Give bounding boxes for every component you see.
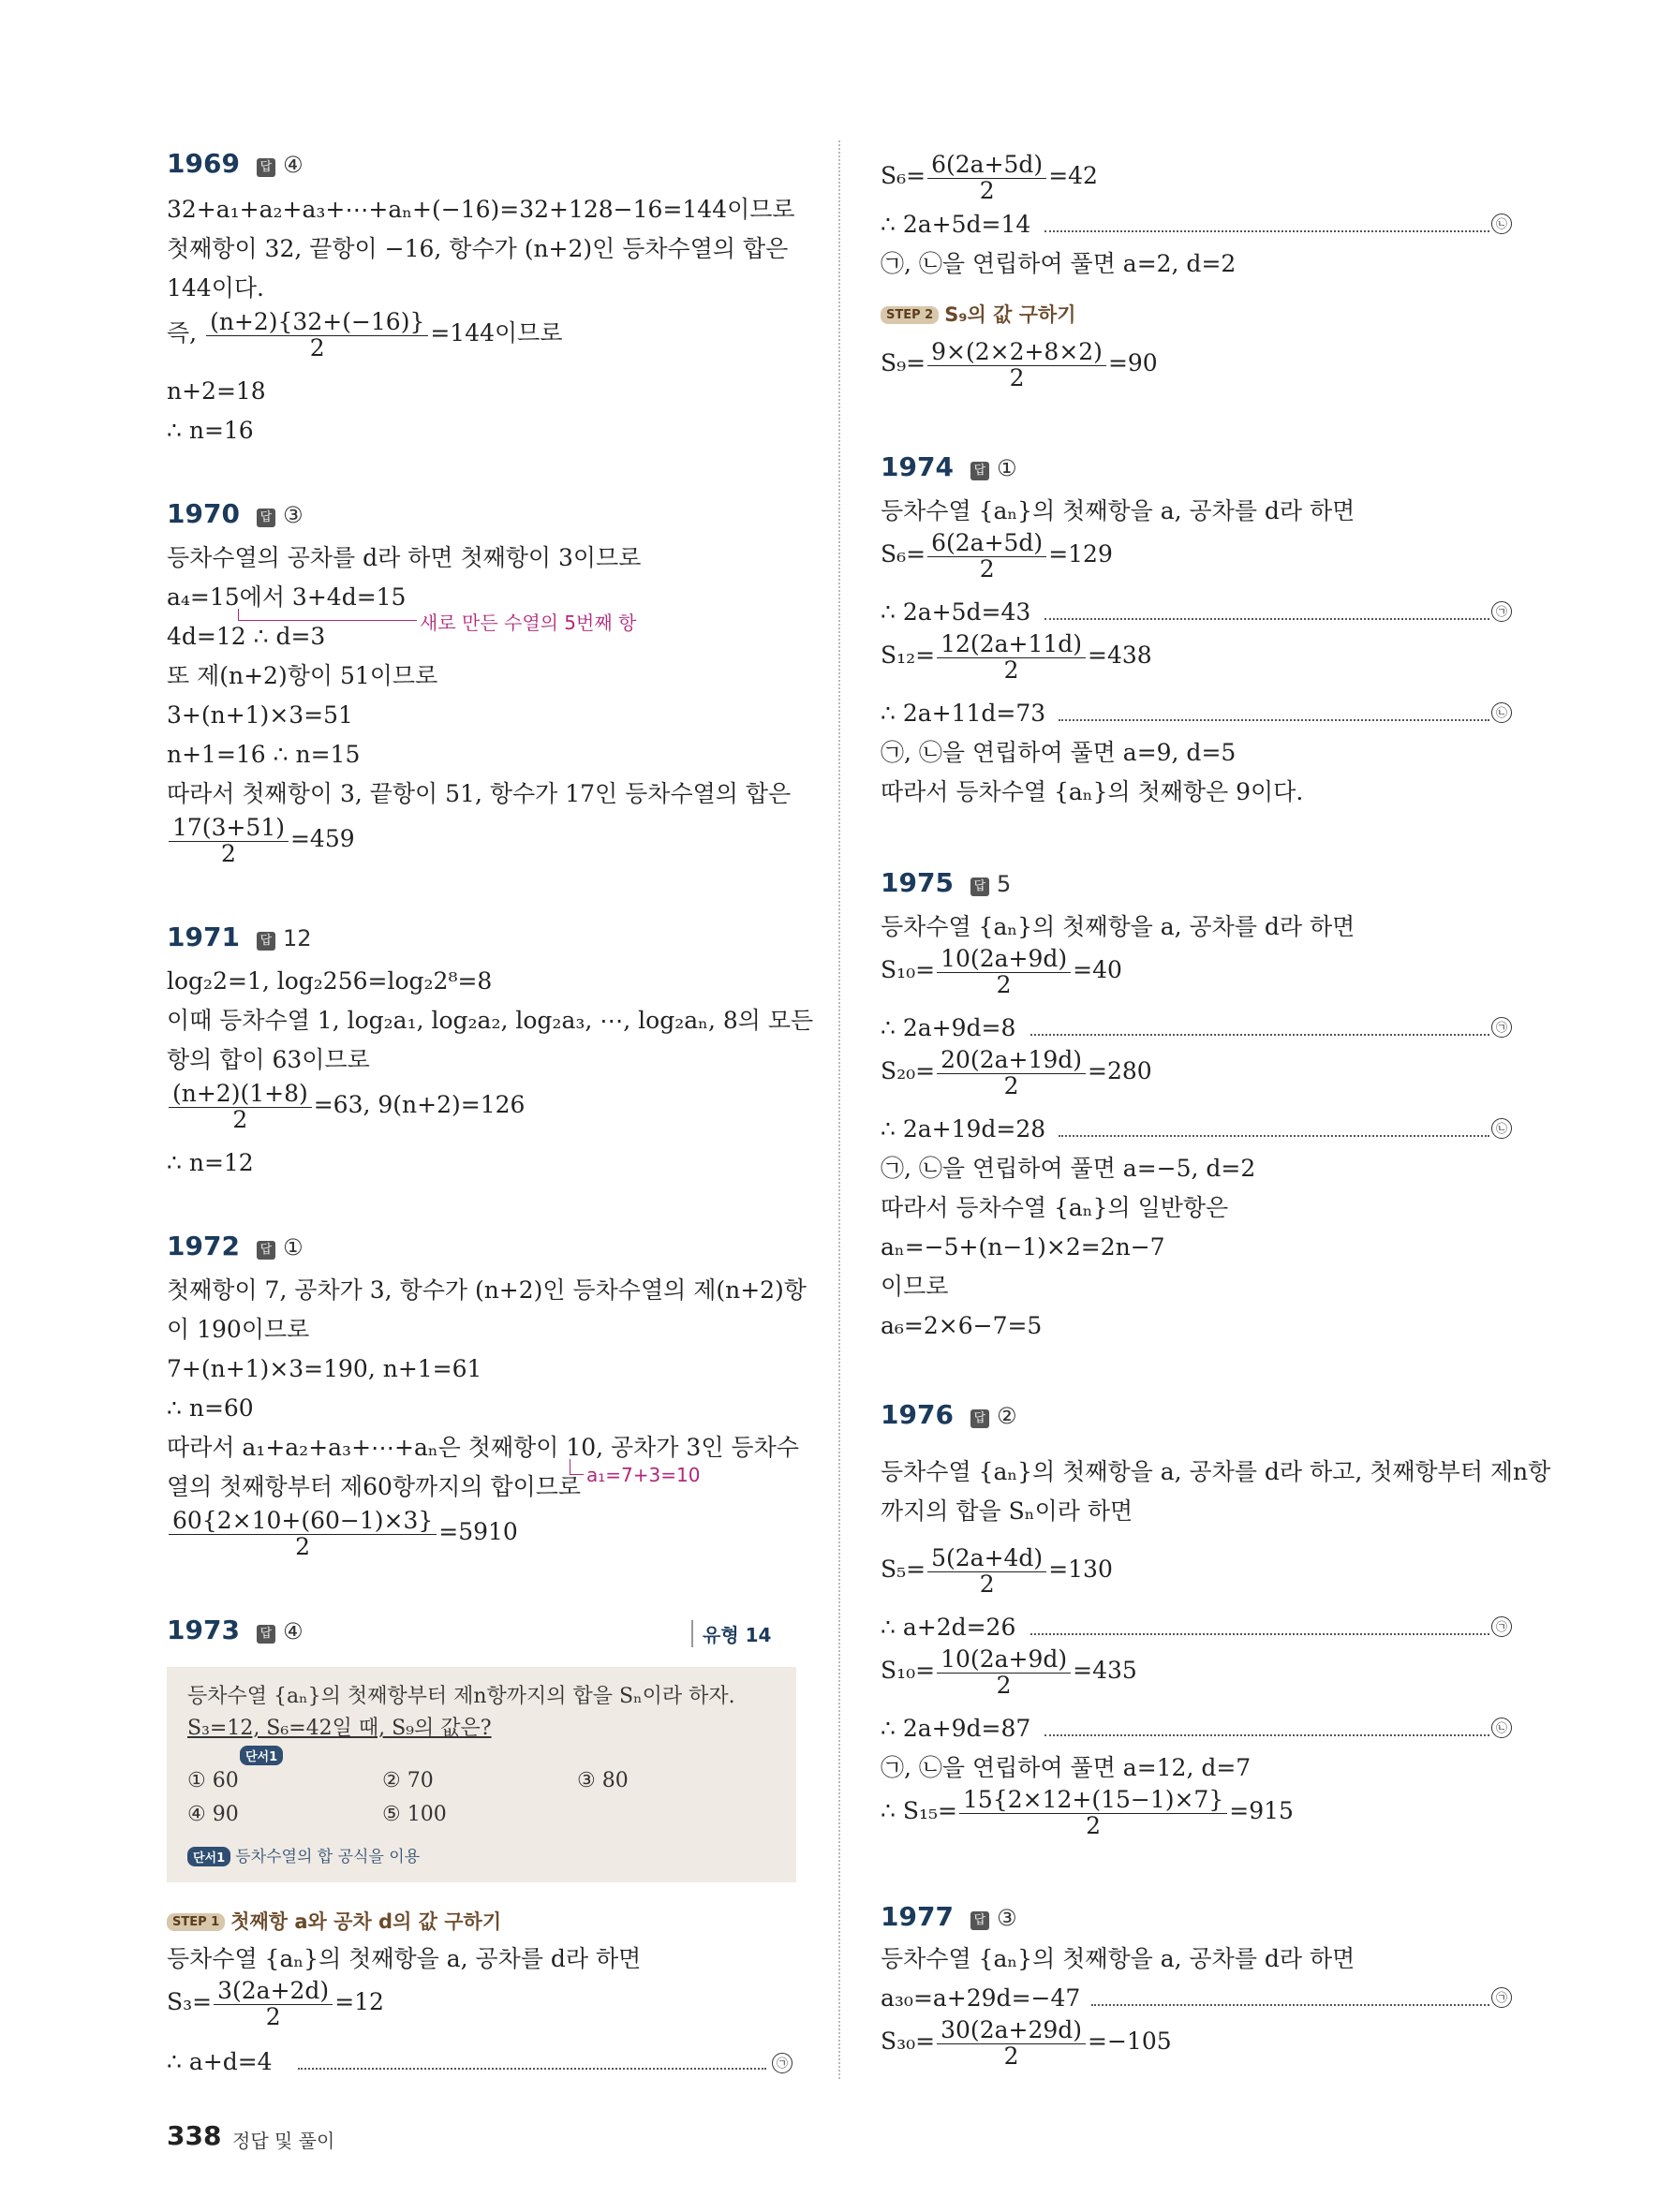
text-line: ㉠, ㉡을 연립하여 풀면 a=2, d=2 [881, 250, 1237, 277]
text-line: ∴ 2a+5d=43 [881, 598, 1031, 626]
answer-icon: 답 [257, 1625, 275, 1644]
equation-marker: ㉠ [1491, 601, 1512, 622]
fraction: $\frac{20(2a+19d)}{2}$ [937, 1047, 1086, 1099]
hint-badge: 단서1 [187, 1847, 230, 1866]
answer-value: ① [282, 1234, 304, 1261]
fraction-line: 즉, $\frac{(n+2)\{32+(-16)\}}{2}$ =144이므로 [167, 308, 563, 361]
text-line: 항의 합이 63이므로 [167, 1046, 370, 1073]
equation-marker: ㉡ [1491, 1118, 1512, 1139]
problem-type-tag: 유형 14 [691, 1620, 771, 1647]
fraction: $\frac{17(3+51)}{2}$ [169, 815, 289, 866]
dotted-leader [1059, 1135, 1489, 1137]
annotation-note: 새로 만든 수열의 5번째 항 [420, 612, 637, 634]
text-line: a₆=2×6−7=5 [881, 1312, 1043, 1339]
answer-value: ③ [996, 1905, 1017, 1931]
fraction: $\frac{9\times(2\times 2+8\times 2)}{2}$ [927, 339, 1106, 391]
fraction: $\frac{12(2a+11d)}{2}$ [937, 631, 1086, 683]
answer-icon: 답 [257, 932, 275, 951]
text-line: ㉠, ㉡을 연립하여 풀면 a=−5, d=2 [881, 1155, 1256, 1182]
text-line: 또 제(n+2)항이 51이므로 [167, 662, 438, 689]
choice-3[interactable]: ③ 80 [577, 1769, 629, 1792]
text-line: 4d=12 ∴ d=3 [167, 623, 326, 650]
answer-value: ④ [282, 1618, 304, 1644]
text-line: 따라서 등차수열 {aₙ}의 일반항은 [881, 1194, 1229, 1221]
fraction: $\frac{6(2a+5d)}{2}$ [927, 152, 1046, 203]
answer-icon: 답 [257, 1241, 275, 1260]
dotted-leader [1030, 1633, 1489, 1635]
fraction-line: $\frac{(n+2)(1+8)}{2}$ =63, 9(n+2)=126 [167, 1081, 525, 1132]
text-line: 열의 첫째항부터 제60항까지의 합이므로 [167, 1473, 582, 1500]
text-line: n+1=16 ∴ n=15 [167, 741, 361, 768]
problem-number: 1971 [167, 922, 240, 952]
text-line: n+2=18 [167, 377, 266, 405]
text-line: 144이다. [167, 274, 264, 302]
text-line: ㉠, ㉡을 연립하여 풀면 a=12, d=7 [881, 1754, 1252, 1781]
equation-marker: ㉠ [1491, 1987, 1512, 2008]
text-line: 첫째항이 32, 끝항이 −16, 항수가 (n+2)인 등차수열의 합은 [167, 235, 789, 262]
problem-1971-header [167, 922, 311, 952]
choice-2[interactable]: ② 70 [382, 1769, 434, 1792]
problem-1970-header [167, 498, 303, 529]
page-number: 338 [167, 2120, 222, 2151]
fraction: $\frac{30(2a+29d)}{2}$ [937, 2017, 1086, 2069]
text-line: ∴ 2a+9d=87 [881, 1715, 1031, 1742]
question-line: 등차수열 {aₙ}의 첫째항부터 제n항까지의 합을 Sₙ이라 하자. [187, 1685, 735, 1708]
answer-value: ② [996, 1403, 1017, 1429]
problem-1969-header [167, 148, 303, 179]
text-line: ∴ 2a+19d=28 [881, 1115, 1046, 1143]
answer-icon: 답 [257, 158, 275, 177]
text-line: ∴ n=12 [167, 1149, 254, 1176]
fraction-line: $\frac{17(3+51)}{2}$ =459 [167, 815, 355, 866]
fraction-line: $\frac{60\{2\times 10+(60-1)\times 3\}}{2}$ =5910 [167, 1508, 518, 1559]
fraction: $\frac{10(2a+9d)}{2}$ [937, 1646, 1071, 1698]
text-line: 따라서 첫째항이 3, 끝항이 51, 항수가 17인 등차수열의 합은 [167, 780, 792, 807]
fraction-line: S₁₂= $\frac{12(2a+11d)}{2}$ =438 [881, 630, 1152, 684]
hint-badge: 단서1 [240, 1746, 283, 1765]
annotation-note: a₁=7+3=10 [586, 1464, 701, 1486]
answer-icon: 답 [257, 509, 275, 527]
text-line: 등차수열 {aₙ}의 첫째항을 a, 공차를 d라 하면 [881, 913, 1355, 940]
problem-number: 1970 [167, 498, 240, 529]
equation-marker: ㉡ [1491, 1718, 1512, 1738]
fraction: $\frac{(n+2)(1+8)}{2}$ [169, 1081, 312, 1132]
text-line: ∴ 2a+5d=14 [881, 211, 1031, 238]
text-line: aₙ=−5+(n−1)×2=2n−7 [881, 1233, 1165, 1261]
fraction-line: S₁₀= $\frac{10(2a+9d)}{2}$ =40 [881, 945, 1122, 998]
fraction: $\frac{(n+2)\{32+(-16)\}}{2}$ [206, 309, 428, 361]
answer-value: 5 [996, 871, 1012, 897]
fraction-line: S₆= $\frac{6(2a+5d)}{2}$ =129 [881, 529, 1113, 582]
equation-marker: ㉡ [1491, 214, 1512, 234]
text-line: ∴ n=60 [167, 1394, 254, 1422]
fraction-line: S₆= $\frac{6(2a+5d)}{2}$ =42 [881, 151, 1098, 204]
fraction: $\frac{6(2a+5d)}{2}$ [927, 530, 1046, 582]
problem-1975-header [881, 867, 1011, 898]
text-line: 등차수열 {aₙ}의 첫째항을 a, 공차를 d라 하면 [881, 497, 1355, 524]
answer-value: ④ [282, 152, 304, 178]
text-line: ∴ 2a+11d=73 [881, 700, 1046, 727]
problem-number: 1977 [881, 1901, 954, 1932]
equation-marker: ㉠ [1491, 1616, 1512, 1637]
text-line: 첫째항이 7, 공차가 3, 항수가 (n+2)인 등차수열의 제(n+2)항 [167, 1276, 807, 1304]
step-heading: STEP 1 첫째항 a와 공차 d의 값 구하기 [167, 1907, 501, 1935]
hint-text: 등차수열의 합 공식을 이용 [235, 1848, 421, 1866]
fraction-line: S₃₀= $\frac{30(2a+29d)}{2}$ =−105 [881, 2016, 1172, 2070]
fraction-line: S₂₀= $\frac{20(2a+19d)}{2}$ =280 [881, 1046, 1152, 1099]
text-line: 따라서 등차수열 {aₙ}의 첫째항은 9이다. [881, 778, 1304, 805]
fraction: $\frac{15\{2\times 12+(15-1)\times 7\}}{2}$ [959, 1787, 1227, 1838]
dotted-leader [1059, 719, 1489, 721]
fraction-line: S₅= $\frac{5(2a+4d)}{2}$ =130 [881, 1544, 1113, 1598]
answer-value: 12 [282, 925, 312, 951]
step-badge: STEP 2 [881, 306, 939, 324]
text-line: 등차수열 {aₙ}의 첫째항을 a, 공차를 d라 하면 [167, 1945, 642, 1972]
choice-4[interactable]: ④ 90 [187, 1803, 239, 1826]
answer-value: ① [996, 455, 1017, 481]
text-line: 따라서 a₁+a₂+a₃+⋯+aₙ은 첫째항이 10, 공차가 3인 등차수 [167, 1434, 799, 1461]
question-line: S₃=12, S₆=42일 때, S₉의 값은? [187, 1717, 492, 1740]
answer-icon: 답 [970, 462, 989, 480]
text-line: 등차수열의 공차를 d라 하면 첫째항이 3이므로 [167, 544, 642, 571]
problem-number: 1972 [167, 1231, 240, 1261]
text-line: 등차수열 {aₙ}의 첫째항을 a, 공차를 d라 하고, 첫째항부터 제n항 [881, 1458, 1551, 1485]
problem-1976-header [881, 1399, 1016, 1430]
dotted-leader [1044, 618, 1489, 620]
dotted-leader [1030, 1034, 1489, 1036]
equation-marker: ㉡ [1491, 702, 1512, 723]
problem-number: 1974 [881, 451, 954, 482]
text-line: a₄=15에서 3+4d=15 [167, 583, 407, 611]
text-line: ∴ a+d=4 [167, 2048, 273, 2075]
text-line: 까지의 합을 Sₙ이라 하면 [881, 1497, 1133, 1525]
fraction: $\frac{60\{2\times 10+(60-1)\times 3\}}{2}$ [169, 1508, 437, 1559]
annotation-arrow [570, 1459, 584, 1475]
dotted-leader [1044, 230, 1489, 232]
step-heading: STEP 2 S₉의 값 구하기 [881, 300, 1076, 328]
question-box [167, 1667, 796, 1882]
text-line: ㉠, ㉡을 연립하여 풀면 a=9, d=5 [881, 739, 1237, 766]
problem-1977-header [881, 1901, 1016, 1932]
problem-number: 1969 [167, 148, 240, 179]
equation-marker: ㉠ [1491, 1017, 1512, 1038]
problem-number: 1973 [167, 1615, 240, 1645]
answer-icon: 답 [970, 1911, 989, 1930]
problem-1972-header [167, 1231, 303, 1261]
problem-number: 1976 [881, 1399, 954, 1430]
text-line: ∴ 2a+9d=8 [881, 1014, 1016, 1041]
column-divider [838, 140, 840, 2079]
text-line: 이므로 [881, 1273, 949, 1300]
problem-1974-header [881, 451, 1016, 482]
fraction-line: S₉= $\frac{9\times(2\times 2+8\times 2)}{2}$ =90 [881, 338, 1158, 391]
text-line: ∴ a+2d=26 [881, 1614, 1016, 1641]
dotted-leader [298, 2068, 766, 2070]
equation-marker: ㉠ [772, 2053, 792, 2073]
text-line: 이 190이므로 [167, 1316, 310, 1343]
text-line: a₃₀=a+29d=−47 [881, 1984, 1081, 2012]
answer-icon: 답 [970, 877, 989, 896]
hint-row [187, 1843, 420, 1866]
annotation-arrow [238, 609, 417, 621]
problem-1973-header [167, 1615, 303, 1645]
dotted-leader [1044, 1734, 1489, 1736]
answer-value: ③ [282, 502, 304, 528]
fraction: $\frac{3(2a+2d)}{2}$ [214, 1978, 333, 2029]
text-line: log₂2=1, log₂256=log₂2⁸=8 [167, 967, 493, 995]
fraction: $\frac{10(2a+9d)}{2}$ [937, 946, 1071, 997]
text-line: 이때 등차수열 1, log₂a₁, log₂a₂, log₂a₃, ⋯, log₂aₙ, 8의 모든 [167, 1007, 814, 1034]
text-line: 32+a₁+a₂+a₃+⋯+aₙ+(−16)=32+128−16=144이므로 [167, 196, 795, 223]
fraction: $\frac{5(2a+4d)}{2}$ [927, 1545, 1046, 1597]
dotted-leader [1091, 2004, 1489, 2006]
answer-icon: 답 [970, 1409, 989, 1428]
problem-number: 1975 [881, 867, 954, 898]
fraction-line: S₁₀= $\frac{10(2a+9d)}{2}$ =435 [881, 1645, 1137, 1699]
section-title: 정답 및 풀이 [232, 2130, 335, 2152]
fraction-line: S₃= $\frac{3(2a+2d)}{2}$ =12 [167, 1977, 384, 2030]
text-line: 등차수열 {aₙ}의 첫째항을 a, 공차를 d라 하면 [881, 1945, 1355, 1972]
text-line: 3+(n+1)×3=51 [167, 701, 353, 729]
step-badge: STEP 1 [167, 1913, 225, 1931]
text-line: 7+(n+1)×3=190, n+1=61 [167, 1355, 482, 1382]
fraction-line: ∴ S₁₅= $\frac{15\{2\times 12+(15-1)\times 7\}}{2}$ =915 [881, 1786, 1294, 1839]
choice-1[interactable]: ① 60 [187, 1769, 239, 1792]
choice-5[interactable]: ⑤ 100 [382, 1803, 447, 1826]
text-line: ∴ n=16 [167, 417, 254, 444]
